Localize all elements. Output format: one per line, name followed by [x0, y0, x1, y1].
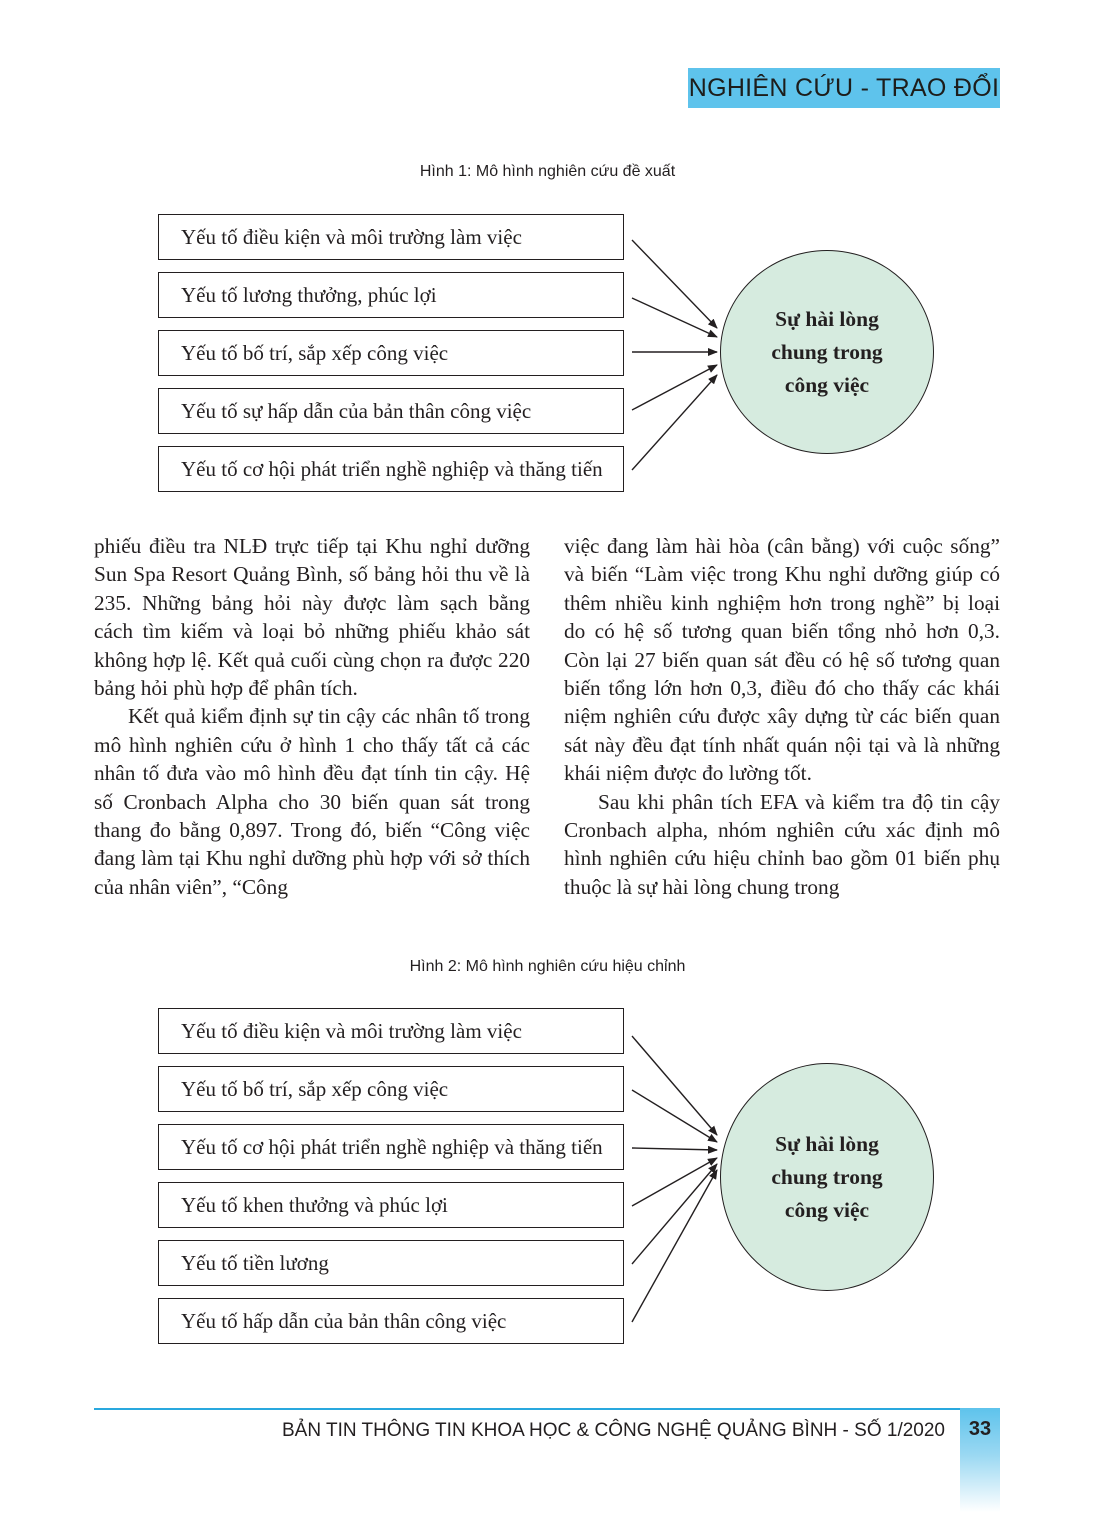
factor-box: Yếu tố cơ hội phát triển nghề nghiệp và thăng tiến — [158, 1124, 624, 1170]
factor-box: Yếu tố hấp dẫn của bản thân công việc — [158, 1298, 624, 1344]
section-tag: NGHIÊN CỨU - TRAO ĐỔI — [688, 68, 1000, 108]
factor-box: Yếu tố bố trí, sắp xếp công việc — [158, 1066, 624, 1112]
arrow — [632, 1090, 717, 1142]
arrow — [632, 1164, 717, 1264]
footer-rule — [94, 1408, 962, 1410]
publication-title: BẢN TIN THÔNG TIN KHOA HỌC & CÔNG NGHỆ QUẢNG BÌNH - SỐ 1/2020 — [281, 1420, 945, 1441]
factor-box: Yếu tố khen thưởng và phúc lợi — [158, 1182, 624, 1228]
figure-1-caption: Hình 1: Mô hình nghiên cứu đề xuất — [419, 163, 676, 180]
factor-box: Yếu tố bố trí, sắp xếp công việc — [158, 330, 624, 376]
factor-box: Yếu tố sự hấp dẫn của bản thân công việc — [158, 388, 624, 434]
paragraph: việc đang làm hài hòa (cân bằng) với cuộc sống” và biến “Làm việc trong Khu nghỉ dưỡng giúp có thêm nhiều kinh nghiệm hơn trong nghề” bị loại do có hệ số tương quan biến tổng nhỏ hơn 0,3. Còn lại 27 biến quan sát đều có hệ số tương quan biến tổng lớn hơn 0,3, điều đó cho thấy các khái niệm nghiên cứu được xây dựng từ các biến quan sát này đều đạt tính nhất quán nội tại và là những khái niệm được đo lường tốt. — [564, 534, 1000, 786]
factor-box: Yếu tố điều kiện và môi trường làm việc — [158, 1008, 624, 1054]
factor-box: Yếu tố điều kiện và môi trường làm việc — [158, 214, 624, 260]
paragraph: phiếu điều tra NLĐ trực tiếp tại Khu nghỉ dưỡng Sun Spa Resort Quảng Bình, số bảng hỏi thu về là 235. Những bảng hỏi này được làm sạch bằng cách tìm kiếm và loại bỏ những phiếu khảo sát không hợp lệ. Kết quả cuối cùng chọn ra được 220 bảng hỏi phù hợp để phân tích. — [94, 534, 530, 701]
factor-box: Yếu tố cơ hội phát triển nghề nghiệp và thăng tiến — [158, 446, 624, 492]
paragraph: Sau khi phân tích EFA và kiểm tra độ tin cậy Cronbach alpha, nhóm nghiên cứu xác định mô hình nghiên cứu hiệu chỉnh bao gồm 01 biến phụ thuộc là sự hài lòng chung trong — [564, 789, 1000, 899]
arrow — [632, 1170, 717, 1322]
paragraph: Kết quả kiểm định sự tin cậy các nhân tố trong mô hình nghiên cứu ở hình 1 cho thấy tất cả các nhân tố đưa vào mô hình đều đạt tính tin cậy. Hệ số Cronbach Alpha cho 30 biến quan sát trong thang đo bằng 0,897. Trong đó, biến “Công việc đang làm tại Khu nghỉ dưỡng phù hợp với sở thích của nhân viên”, “Công — [94, 704, 530, 899]
page-number: 33 — [968, 1418, 992, 1440]
outcome-label: Sự hài lòng chung trong công việc — [771, 1131, 883, 1222]
arrow — [632, 1158, 717, 1206]
factor-box: Yếu tố tiền lương — [158, 1240, 624, 1286]
arrow — [632, 1036, 717, 1135]
arrow — [632, 1148, 717, 1150]
factor-box: Yếu tố lương thưởng, phúc lợi — [158, 272, 624, 318]
outcome-label: Sự hài lòng chung trong công việc — [771, 306, 883, 397]
figure-2-caption: Hình 2: Mô hình nghiên cứu hiệu chỉnh — [409, 958, 686, 975]
